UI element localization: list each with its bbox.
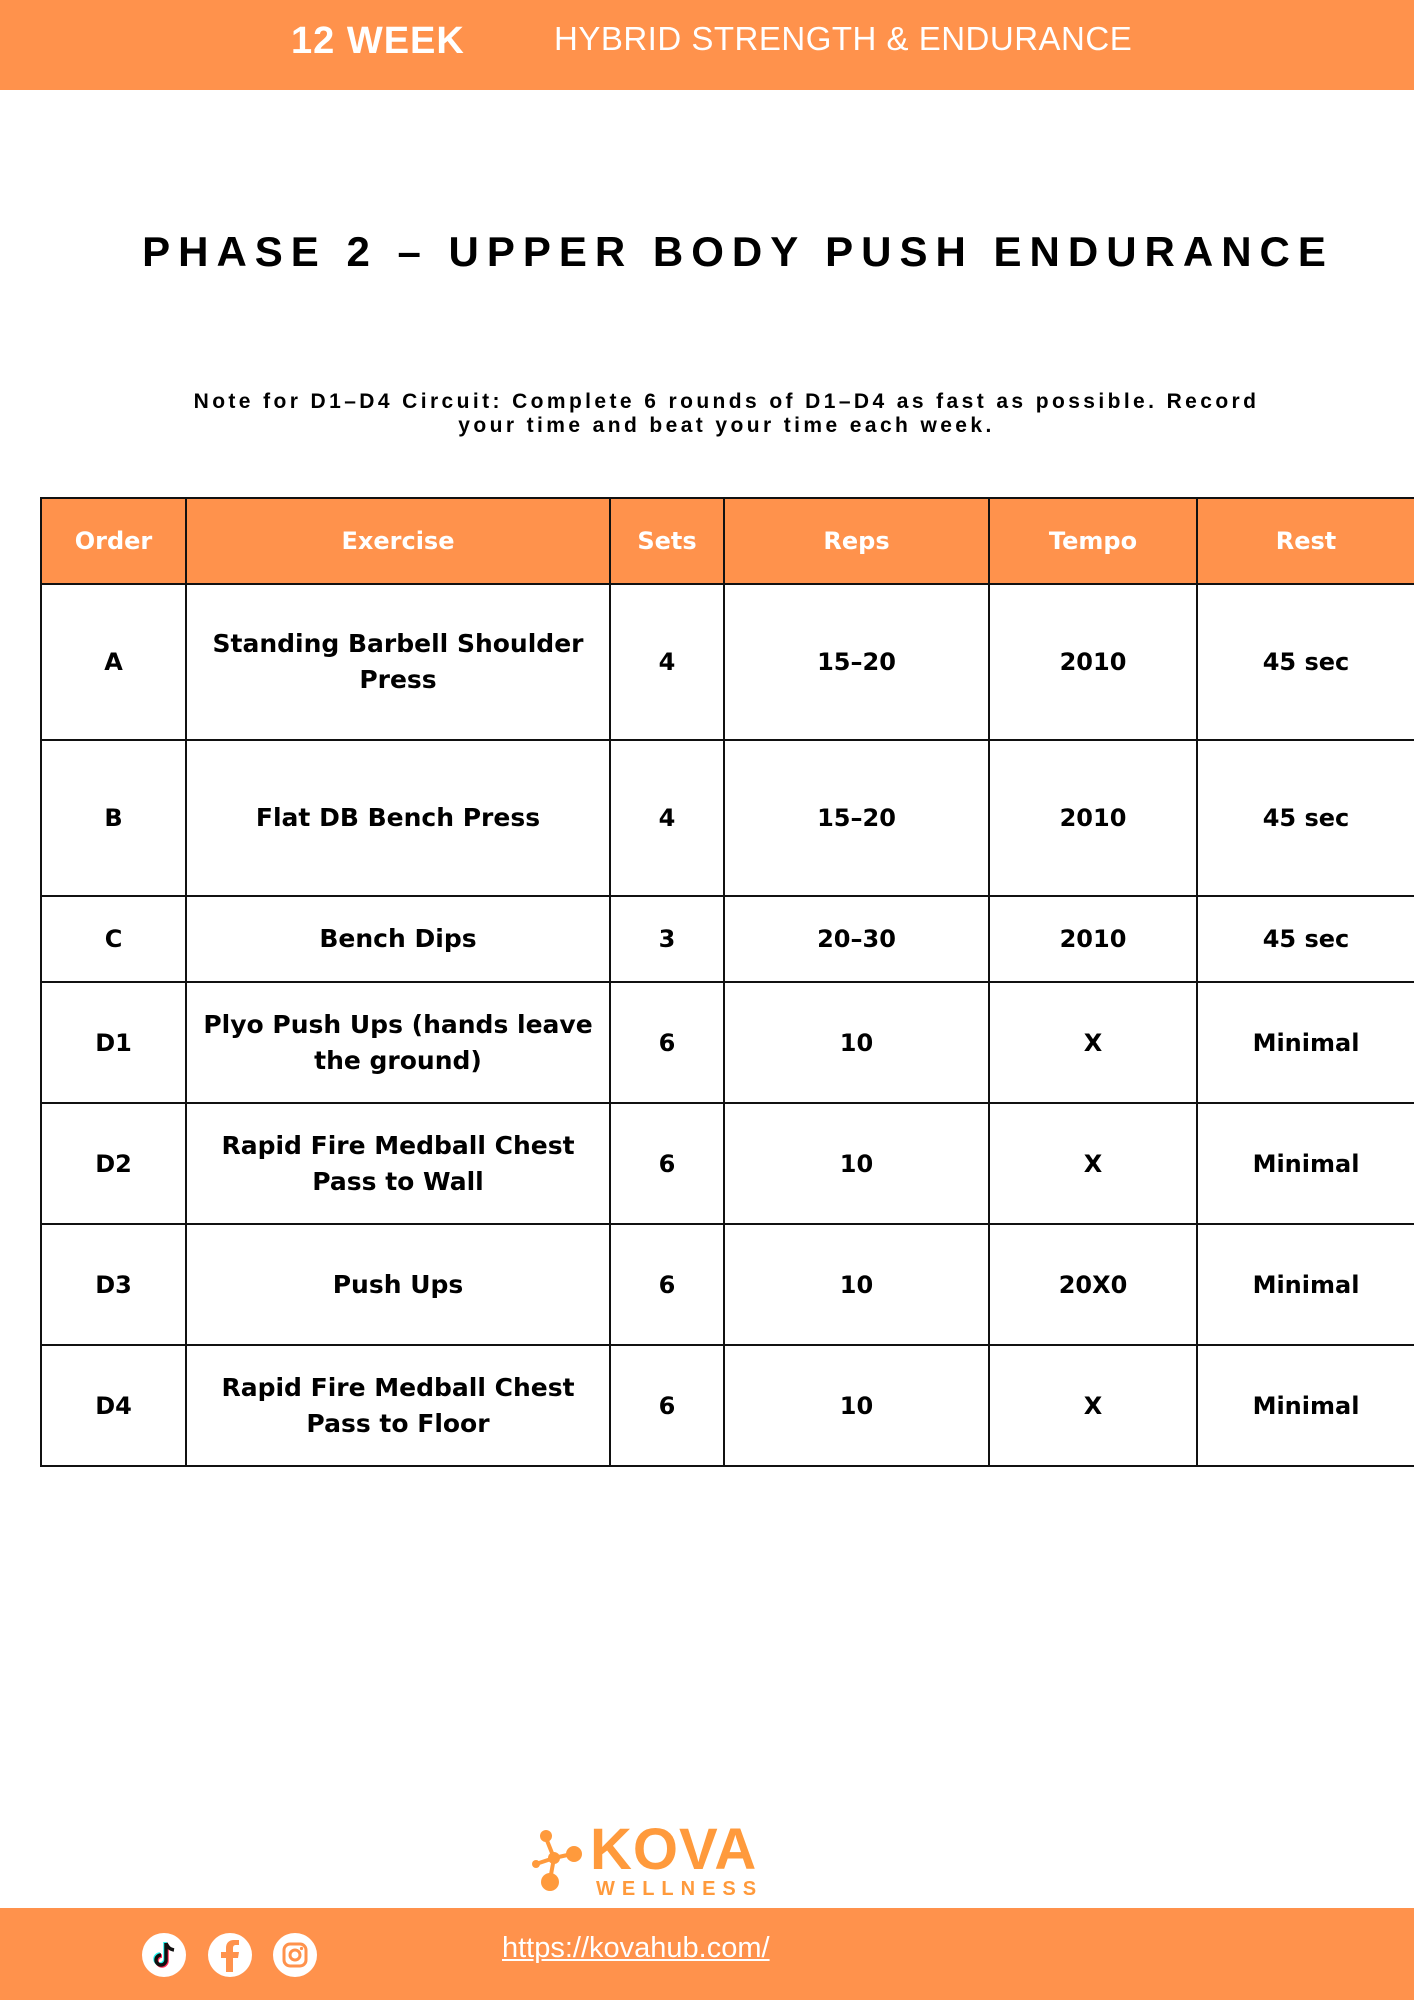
header-exercise: Exercise (186, 498, 610, 584)
page-title: PHASE 2 – UPPER BODY PUSH ENDURANCE (142, 228, 1334, 275)
cell-order: A (41, 584, 186, 740)
cell-order: D3 (41, 1224, 186, 1345)
cell-reps: 20–30 (724, 896, 989, 982)
cell-order: C (41, 896, 186, 982)
table-row (41, 1103, 1414, 1224)
table-row (41, 982, 1414, 1103)
cell-reps: 10 (724, 1103, 989, 1224)
logo-subtitle: WELLNESS (596, 1878, 764, 1900)
table-row (41, 1224, 1414, 1345)
cell-rest: Minimal (1197, 1224, 1414, 1345)
cell-order: D1 (41, 982, 186, 1103)
program-duration: 12 WEEK (291, 20, 465, 62)
cell-sets: 4 (610, 584, 724, 740)
cell-tempo: X (989, 1345, 1197, 1466)
header-sets: Sets (610, 498, 724, 584)
cell-tempo: X (989, 1103, 1197, 1224)
top-header-bar (0, 0, 1414, 90)
program-name: HYBRID STRENGTH & ENDURANCE (554, 20, 1133, 57)
facebook-icon[interactable] (207, 1932, 253, 1978)
table-header-row (41, 498, 1414, 584)
table-row (41, 1345, 1414, 1466)
cell-exercise: Plyo Push Ups (hands leave the ground) (186, 982, 610, 1103)
cell-reps: 10 (724, 982, 989, 1103)
website-link[interactable]: https://kovahub.com/ (502, 1932, 770, 1964)
footer-bar (0, 1908, 1414, 2000)
circuit-note-line-2: your time and beat your time each week. (458, 414, 995, 437)
cell-sets: 6 (610, 1345, 724, 1466)
cell-exercise: Rapid Fire Medball Chest Pass to Floor (186, 1345, 610, 1466)
cell-reps: 10 (724, 1345, 989, 1466)
cell-rest: 45 sec (1197, 740, 1414, 896)
cell-order: B (41, 740, 186, 896)
circuit-note (120, 390, 1333, 438)
cell-sets: 3 (610, 896, 724, 982)
cell-sets: 6 (610, 1103, 724, 1224)
cell-rest: Minimal (1197, 1345, 1414, 1466)
cell-tempo: 2010 (989, 896, 1197, 982)
kova-logo (532, 1817, 772, 1900)
molecule-logo-icon (532, 1824, 588, 1894)
header-rest: Rest (1197, 498, 1414, 584)
cell-sets: 6 (610, 982, 724, 1103)
cell-tempo: 20X0 (989, 1224, 1197, 1345)
circuit-note-line-1: Note for D1–D4 Circuit: Complete 6 rounds of D1–D4 as fast as possible. Record (193, 390, 1260, 413)
cell-exercise: Rapid Fire Medball Chest Pass to Wall (186, 1103, 610, 1224)
instagram-icon[interactable] (272, 1932, 318, 1978)
header-reps: Reps (724, 498, 989, 584)
cell-tempo: 2010 (989, 740, 1197, 896)
cell-exercise: Bench Dips (186, 896, 610, 982)
cell-reps: 15–20 (724, 584, 989, 740)
workout-table (40, 497, 1414, 1467)
table-row (41, 896, 1414, 982)
cell-rest: Minimal (1197, 1103, 1414, 1224)
cell-rest: 45 sec (1197, 584, 1414, 740)
cell-order: D2 (41, 1103, 186, 1224)
header-order: Order (41, 498, 186, 584)
logo-wordmark: KOVA (590, 1817, 758, 1882)
cell-exercise: Standing Barbell Shoulder Press (186, 584, 610, 740)
tiktok-icon[interactable] (141, 1932, 187, 1978)
table-row (41, 740, 1414, 896)
cell-tempo: X (989, 982, 1197, 1103)
cell-order: D4 (41, 1345, 186, 1466)
cell-reps: 10 (724, 1224, 989, 1345)
cell-exercise: Flat DB Bench Press (186, 740, 610, 896)
cell-reps: 15–20 (724, 740, 989, 896)
table-row (41, 584, 1414, 740)
cell-rest: 45 sec (1197, 896, 1414, 982)
cell-exercise: Push Ups (186, 1224, 610, 1345)
cell-rest: Minimal (1197, 982, 1414, 1103)
cell-sets: 4 (610, 740, 724, 896)
header-tempo: Tempo (989, 498, 1197, 584)
cell-sets: 6 (610, 1224, 724, 1345)
cell-tempo: 2010 (989, 584, 1197, 740)
